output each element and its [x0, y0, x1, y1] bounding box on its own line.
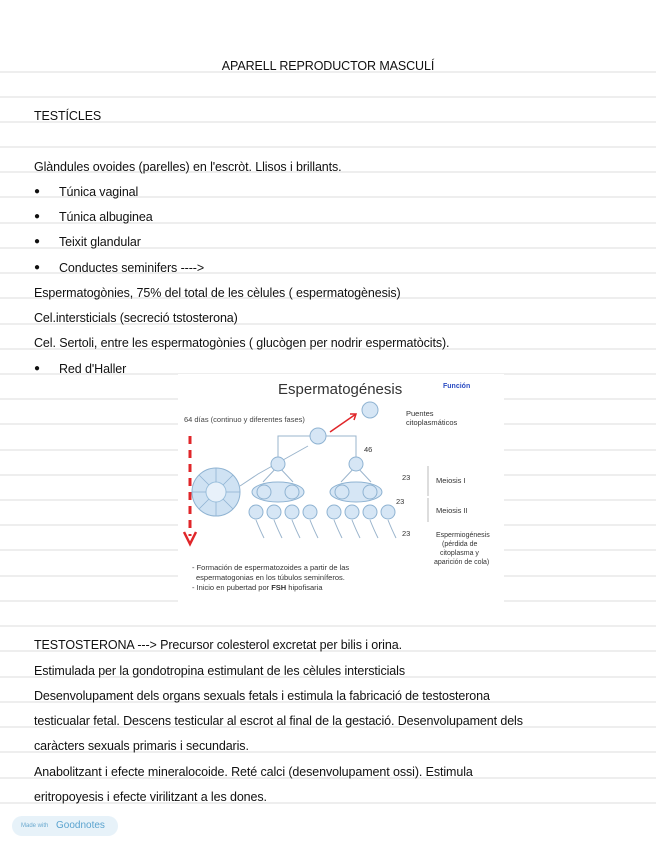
figure-number: 46: [364, 445, 373, 454]
figure-bridges-label: citoplasmáticos: [406, 418, 458, 427]
text-line: Espermatogònies, 75% del total de les cèlules ( espermatogènesis): [34, 286, 401, 300]
text-line: Glàndules ovoides (parelles) en l'escròt. Llisos i brillants.: [34, 160, 342, 174]
text-line: caràcters sexuals primaris i secundaris.: [34, 739, 249, 753]
figure-spermiogenesis-label: (pérdida de: [442, 541, 478, 548]
bullet-icon: ●: [34, 211, 41, 222]
page-title: APARELL REPRODUCTOR MASCULÍ: [221, 59, 435, 73]
spermatogenesis-diagram: [178, 374, 504, 602]
figure-number: 23: [402, 473, 411, 482]
bullet-item: Túnica vaginal: [59, 185, 139, 199]
text-line: Desenvolupament dels organs sexuals fetals i estimula la fabricació de testosterona: [34, 689, 490, 703]
bullet-icon: ●: [34, 262, 41, 273]
bullet-icon: ●: [34, 236, 41, 247]
testosterone-line: TESTOSTERONA ---> Precursor colesterol excretat per bilis i orina.: [34, 638, 402, 652]
figure-spermiogenesis-label: aparición de cola): [434, 559, 490, 566]
badge-made-with: Made with: [21, 823, 49, 829]
text-line: Estimulada per la gondotropina estimulant de les cèlules intersticials: [34, 664, 405, 678]
figure-meiosis2-label: Meiosis II: [436, 506, 468, 515]
text-line: Cel.intersticials (secreció tstosterona): [34, 311, 238, 325]
figure-note: - Inicio en pubertad por FSH hipofisaria: [192, 583, 323, 592]
figure-spermiogenesis-label: citoplasma y: [440, 550, 479, 557]
figure-number: 23: [396, 497, 405, 506]
bullet-icon: ●: [34, 363, 41, 374]
section-heading-testicles: TESTÍCLES: [34, 109, 102, 123]
figure-days-label: 64 días (continuo y diferentes fases): [184, 415, 305, 424]
figure-bridges-label: Puentes: [406, 409, 434, 418]
bullet-item: Teixit glandular: [59, 235, 141, 249]
goodnotes-badge[interactable]: [12, 816, 118, 836]
text-line: testicualar fetal. Descens testicular al escrot al final de la gestació. Desenvolupament dels: [34, 714, 523, 728]
figure-number: 23: [402, 529, 411, 538]
spermatogenesis-figure: [178, 374, 504, 602]
bullet-item: Conductes seminifers ---->: [59, 261, 205, 275]
bullet-item: Red d'Haller: [59, 362, 127, 376]
text-line: Cel. Sertoli, entre les espermatogònies ( glucògen per nodrir espermatòcits).: [34, 336, 450, 350]
figure-spermiogenesis-label: Espermiogénesis: [436, 532, 490, 539]
figure-function-label: Función: [443, 383, 471, 390]
figure-note: - Formación de espermatozoides a partir de las: [192, 563, 350, 572]
figure-title: Espermatogénesis: [278, 381, 403, 398]
figure-note: espermatogonias en los túbulos seminíferos.: [196, 573, 345, 582]
bullet-icon: ●: [34, 186, 41, 197]
text-line: Anabolitzant i efecte mineralocoide. Reté calci (desenvolupament ossi). Estimula: [34, 765, 473, 779]
bullet-item: Túnica albuginea: [59, 210, 153, 224]
badge-brand: Goodnotes: [56, 820, 105, 831]
text-line: eritropoyesis i efecte virilitzant a les dones.: [34, 790, 267, 804]
figure-meiosis1-label: Meiosis I: [436, 476, 466, 485]
